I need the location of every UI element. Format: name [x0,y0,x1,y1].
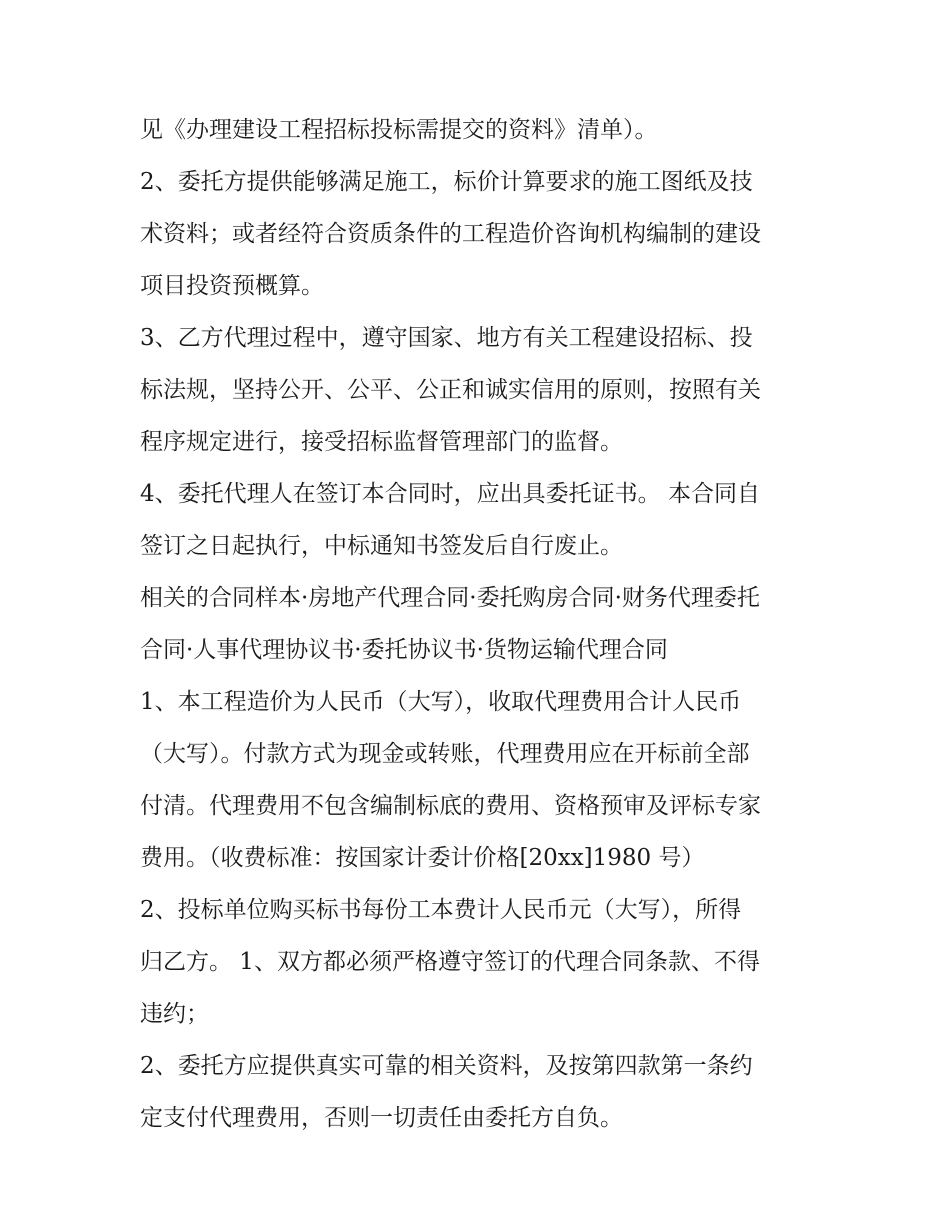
text-line: 归乙方。 1、双方都必须严格遵守签订的代理合同条款、不得 [140,949,760,975]
text-line: 相关的合同样本·房地产代理合同·委托购房合同·财务代理委托 [140,585,760,611]
text-line: 违约； [140,1001,209,1027]
text-line: 签订之日起执行，中标通知书签发后自行废止。 [140,533,623,559]
text-line: 程序规定进行，接受招标监督管理部门的监督。 [140,429,623,455]
text-line: 合同·人事代理协议书·委托协议书·货物运输代理合同 [140,637,668,663]
text-line: 3、乙方代理过程中，遵守国家、地方有关工程建设招标、投 [140,325,753,351]
text-line: 付清。代理费用不包含编制标底的费用、资格预审及评标专家 [140,793,761,819]
text-line: 术资料；或者经符合资质条件的工程造价咨询机构编制的建设 [140,221,761,247]
text-line: 项目投资预概算。 [140,273,324,299]
text-line: 标法规，坚持公开、公平、公正和诚实信用的原则，按照有关 [140,377,761,403]
text-line: 2、委托方提供能够满足施工，标价计算要求的施工图纸及技 [140,169,753,195]
text-line: 定支付代理费用，否则一切责任由委托方自负。 [140,1105,623,1131]
text-line: 2、委托方应提供真实可靠的相关资料，及按第四款第一条约 [140,1053,753,1079]
text-line: 2、投标单位购买标书每份工本费计人民币元（大写），所得 [140,897,742,923]
text-line: 费用。（收费标准：按国家计委计价格[20xx]1980 号） [140,845,705,871]
text-line: 见《办理建设工程招标投标需提交的资料》清单）。 [140,117,658,143]
text-line: 4、委托代理人在签订本合同时，应出具委托证书。 本合同自 [140,481,760,507]
text-line: 1、本工程造价为人民币（大写），收取代理费用合计人民币 [140,689,742,715]
text-line: （大写）。付款方式为现金或转账，代理费用应在开标前全部 [140,741,750,767]
document-body [140,104,820,1144]
